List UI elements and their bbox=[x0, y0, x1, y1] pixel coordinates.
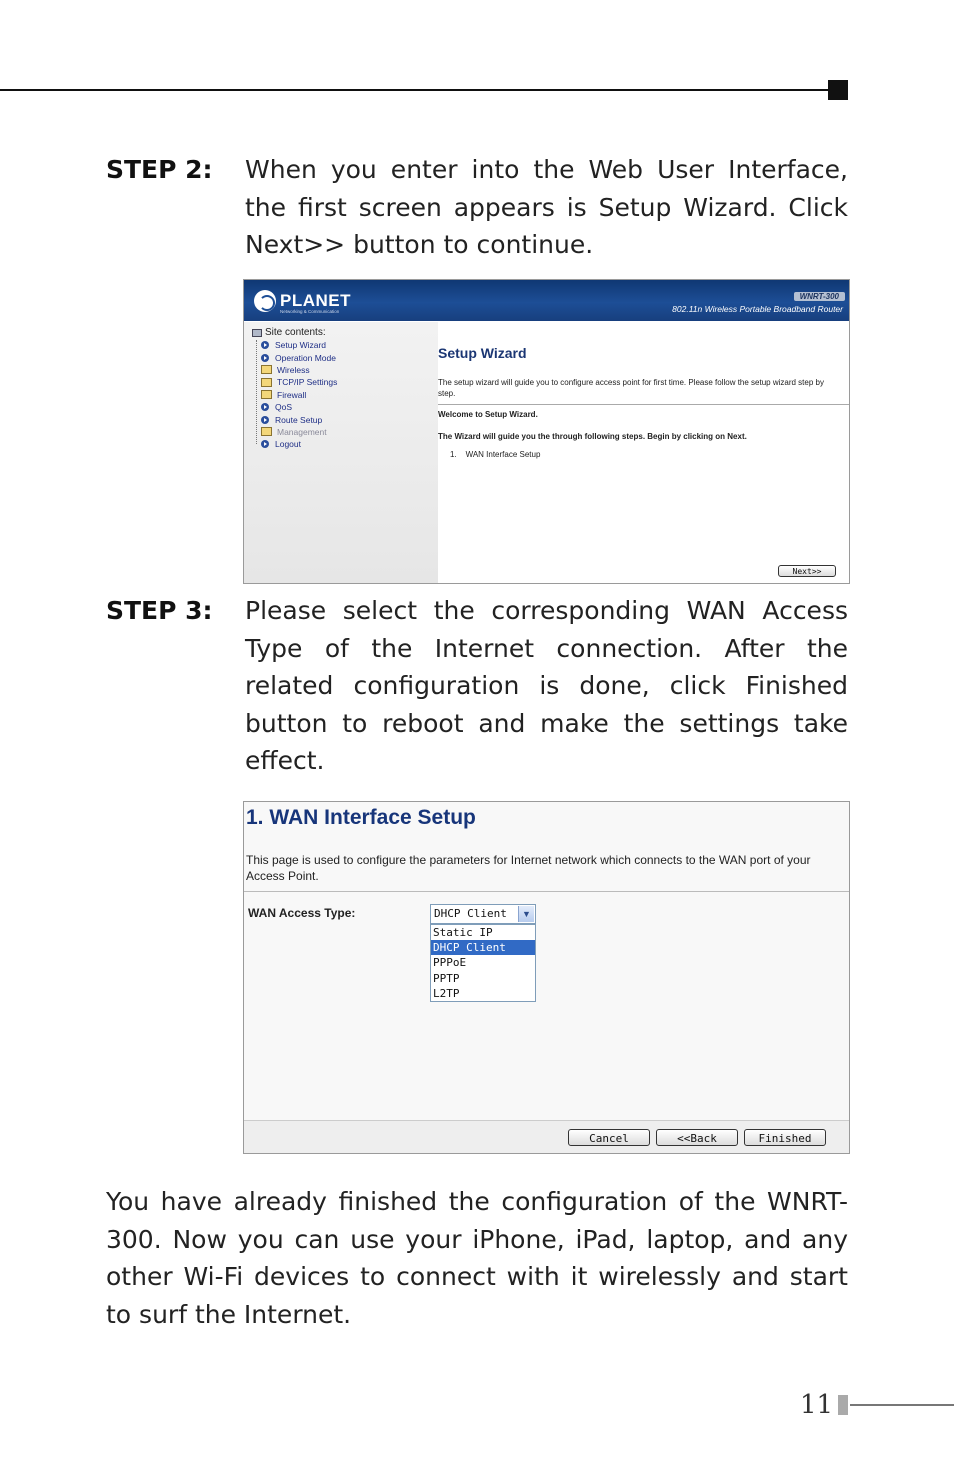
next-button[interactable]: Next>> bbox=[778, 565, 836, 577]
wan-interface-screenshot bbox=[243, 801, 850, 1154]
site-contents-heading bbox=[252, 327, 326, 338]
circle-arrow-icon bbox=[261, 341, 269, 349]
wizard-guide: The Wizard will guide you the through following steps. Begin by clicking on Next. bbox=[438, 432, 747, 441]
page-number: 11 bbox=[800, 1390, 834, 1420]
sidebar-item-label: Setup Wizard bbox=[275, 340, 327, 351]
wizard-title: Setup Wizard bbox=[438, 345, 527, 361]
wan-access-type-select[interactable] bbox=[430, 904, 536, 924]
option-dhcp-client[interactable]: DHCP Client bbox=[431, 940, 535, 955]
sidebar-item-label: Firewall bbox=[277, 389, 307, 400]
sidebar-item-label: Wireless bbox=[277, 364, 310, 375]
wizard-step-label: WAN Interface Setup bbox=[465, 450, 541, 459]
planet-logo-text: PLANET bbox=[280, 291, 351, 310]
selected-value: DHCP Client bbox=[434, 907, 507, 920]
option-static-ip[interactable]: Static IP bbox=[433, 926, 493, 939]
wan-access-type-label: WAN Access Type: bbox=[248, 906, 356, 920]
logo-subtitle: Networking & Communication bbox=[280, 309, 340, 314]
sidebar-menu bbox=[261, 339, 337, 451]
folder-icon bbox=[261, 378, 272, 387]
sidebar-item-label: Logout bbox=[275, 439, 301, 450]
sidebar-item-qos[interactable] bbox=[261, 401, 337, 413]
tree-line bbox=[256, 340, 258, 444]
model-badge: WNRT-300 bbox=[794, 292, 845, 301]
circle-arrow-icon bbox=[261, 403, 269, 411]
sidebar-item-label: TCP/IP Settings bbox=[277, 377, 338, 388]
planet-logo-icon bbox=[254, 290, 276, 312]
step-3-label: STEP 3: bbox=[106, 596, 213, 625]
circle-arrow-icon bbox=[261, 354, 269, 362]
sidebar-item-label: Management bbox=[277, 426, 327, 437]
sidebar-item-wireless[interactable] bbox=[261, 364, 337, 376]
step-3-section bbox=[106, 592, 848, 782]
wan-setup-description: This page is used to configure the parameters for Internet network which connects to the WAN port of your Access Point. bbox=[246, 853, 811, 883]
sidebar-item-operation-mode[interactable] bbox=[261, 351, 337, 363]
sidebar-item-route-setup[interactable] bbox=[261, 413, 337, 425]
finished-button[interactable]: Finished bbox=[744, 1129, 826, 1146]
folder-icon bbox=[261, 365, 272, 374]
top-square-mark bbox=[828, 80, 848, 100]
sidebar-item-management[interactable] bbox=[261, 426, 337, 438]
wan-access-type-options bbox=[430, 924, 536, 1002]
divider bbox=[244, 891, 849, 892]
site-contents-icon bbox=[252, 329, 262, 337]
sidebar-item-label: QoS bbox=[275, 402, 293, 413]
step-2-section bbox=[106, 151, 848, 266]
wan-setup-title: 1. WAN Interface Setup bbox=[246, 806, 476, 829]
wizard-description: The setup wizard will guide you to configure access point for first time. Please follow the setup wizard step by step. bbox=[438, 378, 824, 398]
circle-arrow-icon bbox=[261, 440, 269, 448]
site-contents-label: Site contents: bbox=[265, 327, 326, 338]
sidebar-item-label: Route Setup bbox=[275, 414, 323, 425]
sidebar bbox=[244, 322, 439, 583]
folder-icon bbox=[261, 390, 272, 399]
sidebar-item-tcpip-settings[interactable] bbox=[261, 376, 337, 388]
bottom-rule bbox=[850, 1404, 954, 1406]
folder-icon bbox=[261, 427, 272, 436]
option-l2tp[interactable]: L2TP bbox=[433, 986, 460, 1000]
option-pppoe[interactable]: PPPoE bbox=[433, 956, 467, 970]
button-bar bbox=[244, 1120, 849, 1154]
step-3-text: Please select the corresponding WAN Access Type of the Internet connection. After the related configuration is done, click Finished button to reboot and make the settings take effect. bbox=[245, 596, 848, 775]
wizard-main bbox=[438, 322, 849, 583]
back-button[interactable]: <<Back bbox=[656, 1129, 738, 1146]
setup-wizard-screenshot bbox=[243, 279, 850, 584]
sidebar-item-firewall[interactable] bbox=[261, 389, 337, 401]
closing-paragraph: You have already finished the configuration of the WNRT-300. Now you can use your iPhone, iPad, laptop, and any other Wi-Fi devices to connect with it wirelessly and start to surf the Internet. bbox=[106, 1187, 848, 1329]
wizard-step-item bbox=[450, 450, 540, 459]
option-pptp[interactable]: PPTP bbox=[433, 971, 460, 985]
step-2-label: STEP 2: bbox=[106, 155, 213, 184]
top-rule bbox=[0, 89, 828, 91]
product-name: 802.11n Wireless Portable Broadband Router bbox=[672, 304, 843, 314]
wizard-step-number: 1. bbox=[450, 450, 457, 459]
router-header bbox=[244, 280, 849, 321]
step-2-text: When you enter into the Web User Interface, the first screen appears is Setup Wizard. Click Next>> button to continue. bbox=[245, 155, 848, 259]
bottom-mark bbox=[838, 1395, 848, 1415]
cancel-button[interactable]: Cancel bbox=[568, 1129, 650, 1146]
sidebar-item-logout[interactable] bbox=[261, 438, 337, 450]
circle-arrow-icon bbox=[261, 416, 269, 424]
wizard-welcome: Welcome to Setup Wizard. bbox=[438, 410, 538, 419]
sidebar-item-setup-wizard[interactable] bbox=[261, 339, 337, 351]
sidebar-item-label: Operation Mode bbox=[275, 352, 336, 363]
chevron-down-icon[interactable]: ▼ bbox=[518, 906, 534, 922]
divider bbox=[438, 404, 849, 405]
